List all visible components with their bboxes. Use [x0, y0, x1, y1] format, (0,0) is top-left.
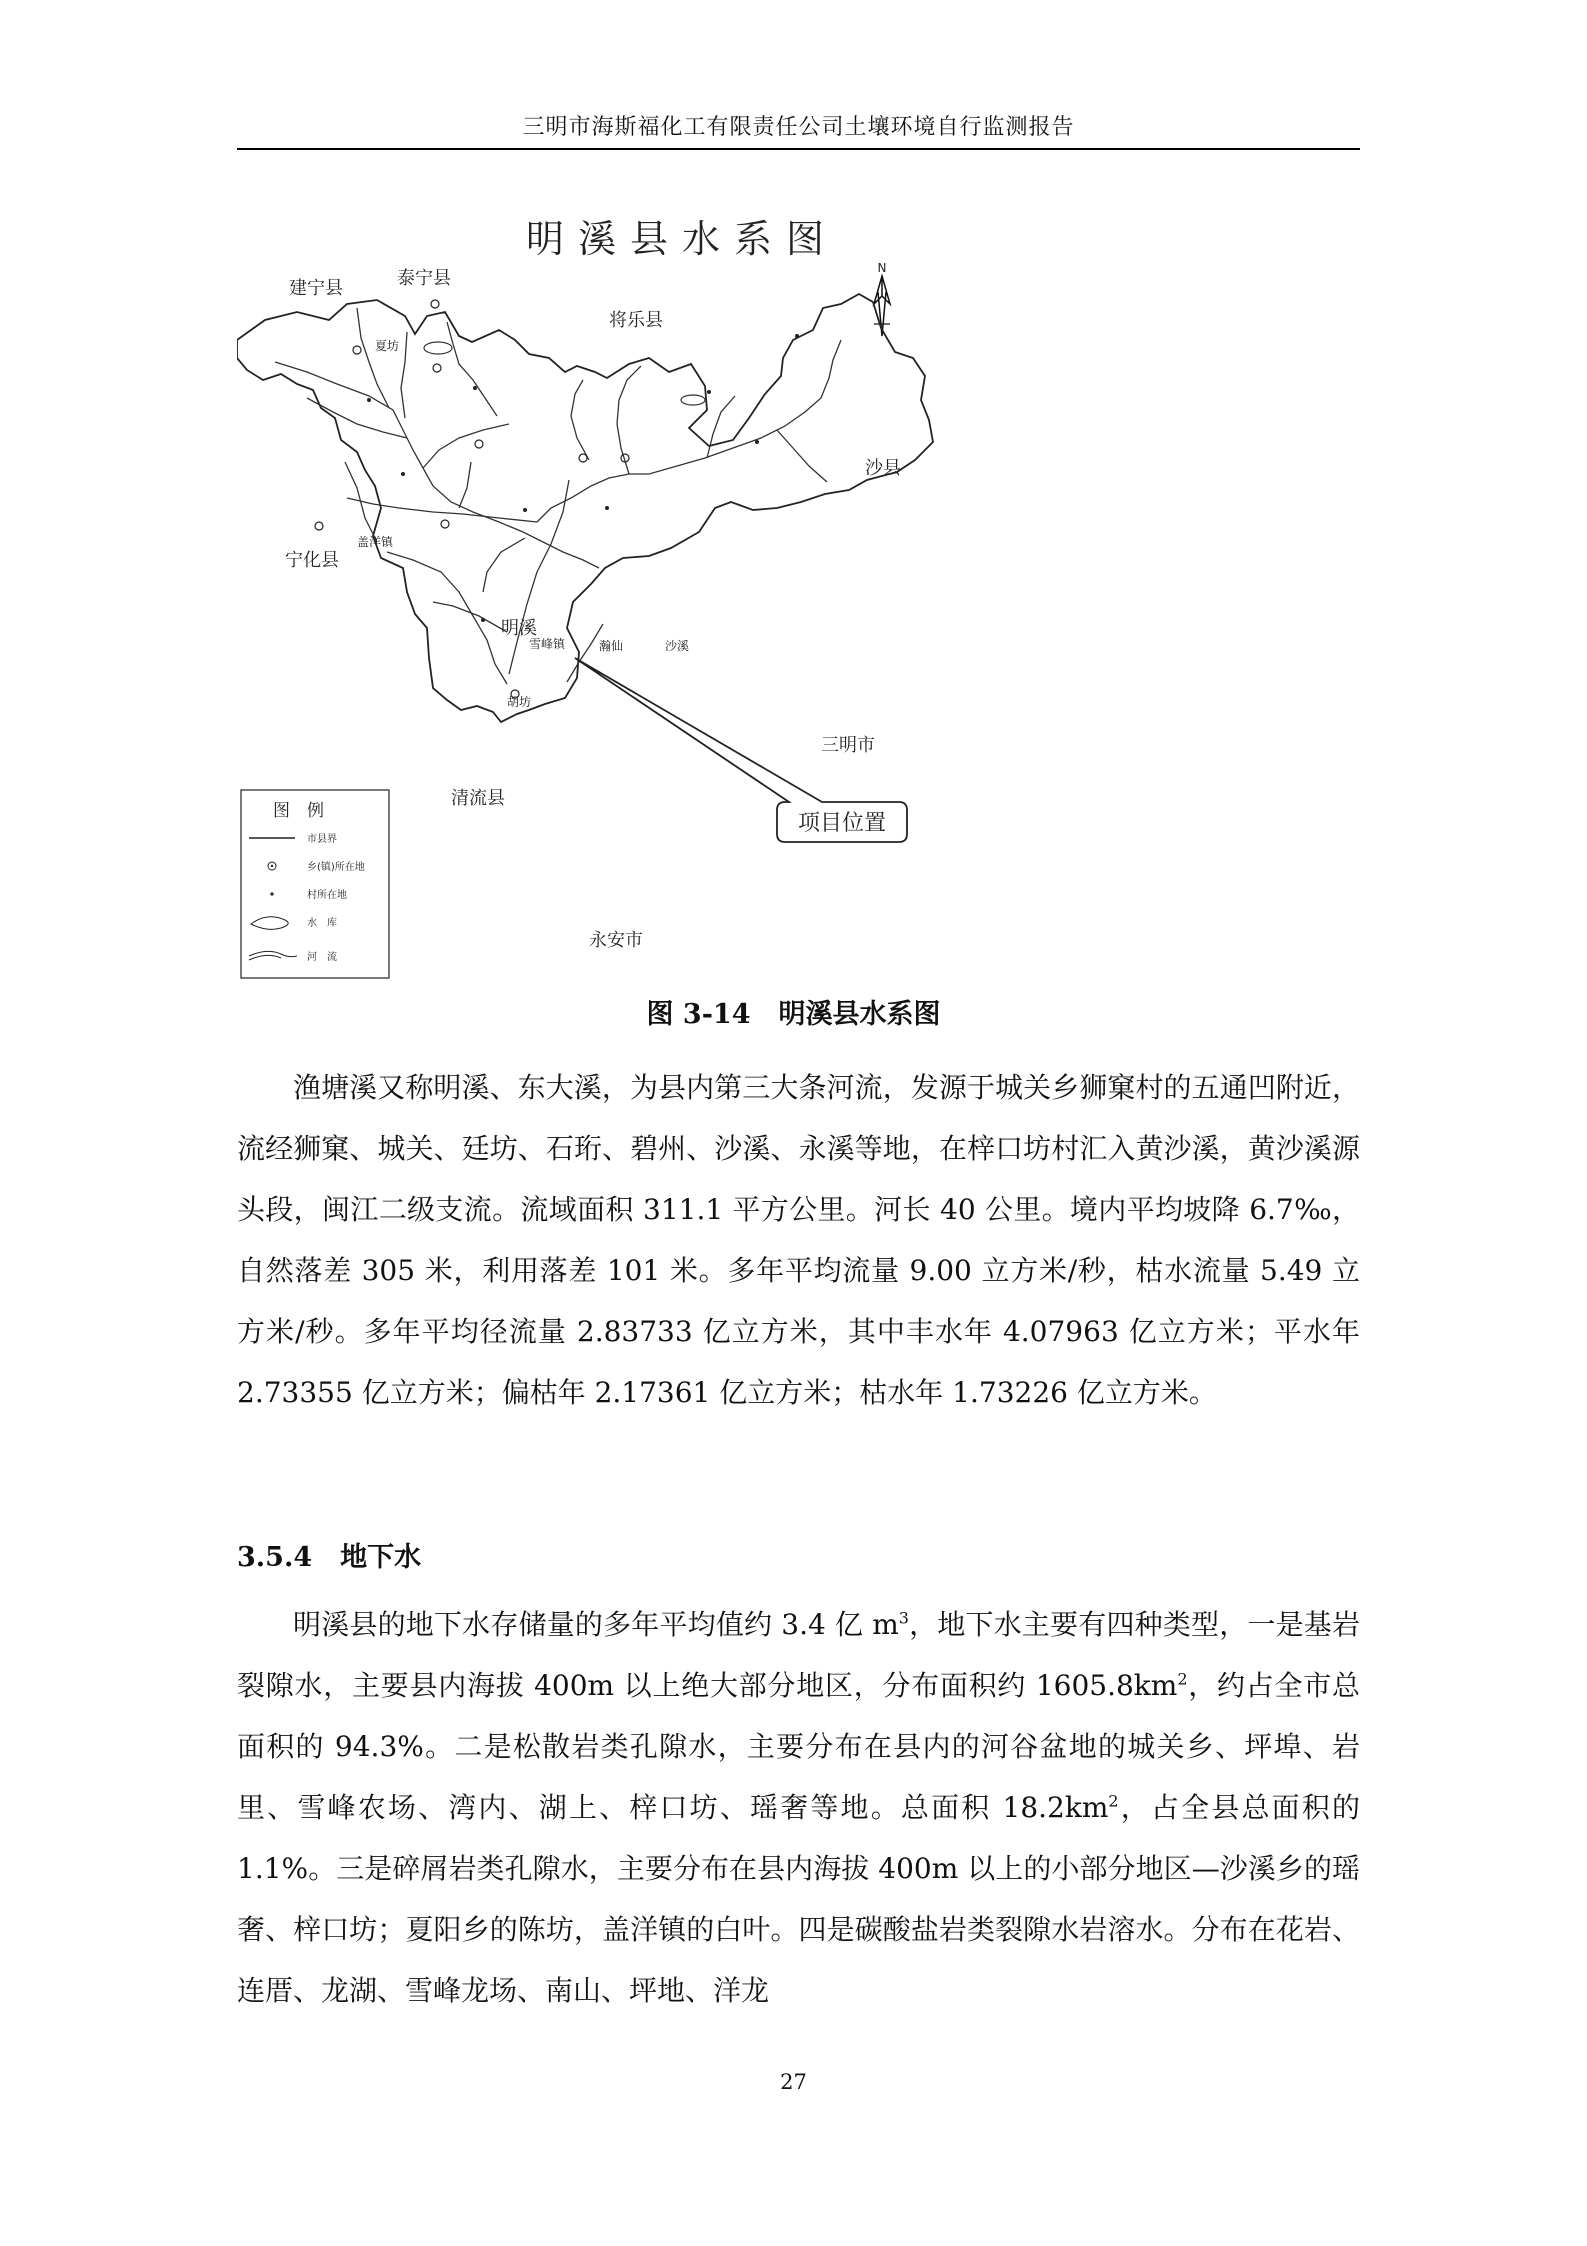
map-svg: [237, 212, 1237, 982]
village-markers: [367, 334, 799, 622]
page-number: 27: [780, 2070, 807, 2094]
legend-item-label: 市县界: [307, 834, 337, 845]
county-seat-label: 明溪: [501, 618, 537, 639]
paragraph-fish-pond-creek: 渔塘溪又称明溪、东大溪，为县内第三大条河流，发源于城关乡狮窠村的五通凹附近，流经狮窠、城关、廷坊、石珩、碧州、沙溪、永溪等地，在梓口坊村汇入黄沙溪，黄沙溪源头段，闽江二级支流。流域面积 311.1 平方公里。河长 40 公里。境内平均坡降 6.7‰，自然落差 305 米，利用落差 101 米。多年平均流量 9.00 立方米/秒，枯水流量 5.49 立方米/秒。多年平均径流量 2.83733 亿立方米，其中丰水年 4.07963 亿立方米；平水年 2.73355 亿立方米；偏枯年 2.17361 亿立方米；枯水年 1.73226 亿立方米。: [237, 1071, 1360, 1409]
legend-title: 图 例: [273, 801, 324, 821]
county-label: 建宁县: [289, 278, 343, 299]
superscript: 2: [1177, 1669, 1188, 1689]
county-label: 永安市: [589, 930, 643, 951]
town-label: 沙溪: [665, 639, 690, 653]
county-label: 宁化县: [285, 550, 339, 571]
legend-item-label: 村所在地: [307, 890, 347, 901]
section-number: 3.5.4: [237, 1542, 313, 1573]
north-arrow-icon: [874, 261, 890, 336]
county-label: 泰宁县: [397, 268, 451, 289]
paragraph-text: 明溪县的地下水存储量的多年平均值约 3.4 亿 m: [293, 1608, 899, 1641]
town-label: 盖洋镇: [357, 535, 394, 549]
town-label: 夏坊: [375, 339, 400, 353]
section-heading: [237, 1538, 421, 1578]
superscript: 3: [898, 1608, 909, 1628]
reservoir-icon: [424, 342, 452, 354]
legend-item-label: 水 库: [307, 918, 337, 929]
map-title: 明溪县水系图: [525, 217, 839, 261]
north-label: N: [877, 261, 887, 275]
county-boundary: [237, 294, 933, 722]
project-location-label: 项目位置: [797, 811, 887, 836]
reservoir-icon: [681, 395, 705, 405]
paragraph-text: ，约占全市总面积的 94.3%。二是松散岩类孔隙水，主要分布在县内的河谷盆地的城关乡、坪埠、岩里、雪峰农场、湾内、湖上、梓口坊、瑶奢等地。总面积 18.2km: [237, 1669, 1360, 1824]
legend-item-label: 河 流: [307, 952, 337, 963]
river-network: [275, 308, 841, 684]
county-label: 三明市: [821, 735, 875, 756]
page-header: 三明市海斯福化工有限责任公司土壤环境自行监测报告: [522, 115, 1075, 140]
figure-title: 明溪县水系图: [778, 999, 941, 1030]
county-label: 将乐县: [609, 310, 663, 331]
legend-item-label: 乡(镇)所在地: [307, 862, 365, 873]
town-label: 瀚仙: [599, 639, 624, 653]
water-system-map: [237, 212, 1237, 982]
town-label: 胡坊: [507, 695, 532, 709]
county-label: 沙县: [865, 458, 901, 479]
superscript: 2: [1108, 1791, 1119, 1811]
figure-number: 图 3-14: [646, 999, 751, 1030]
section-title: 地下水: [340, 1542, 422, 1573]
paragraph-text: ，地下水主要有四种类型，一是基岩裂隙水，主要县内海拔 400m 以上绝大部分地区，分布面积约 1605.8km: [237, 1608, 1360, 1702]
header-rule: [237, 148, 1360, 150]
paragraph-text: ，占全县总面积的 1.1%。三是碎屑岩类孔隙水，主要分布在县内海拔 400m 以上的小部分地区—沙溪乡的瑶奢、梓口坊；夏阳乡的陈坊，盖洋镇的白叶。四是碳酸盐岩类裂隙水岩溶水。分布在花岩、连厝、龙湖、雪峰龙场、南山、坪地、洋龙: [237, 1791, 1360, 2007]
figure-caption: [0, 995, 1587, 1035]
paragraph-groundwater: [237, 1594, 1360, 2021]
town-markers: [315, 300, 629, 698]
map-legend: [241, 790, 389, 978]
town-label: 雪峰镇: [529, 637, 566, 651]
county-label: 清流县: [451, 788, 505, 809]
